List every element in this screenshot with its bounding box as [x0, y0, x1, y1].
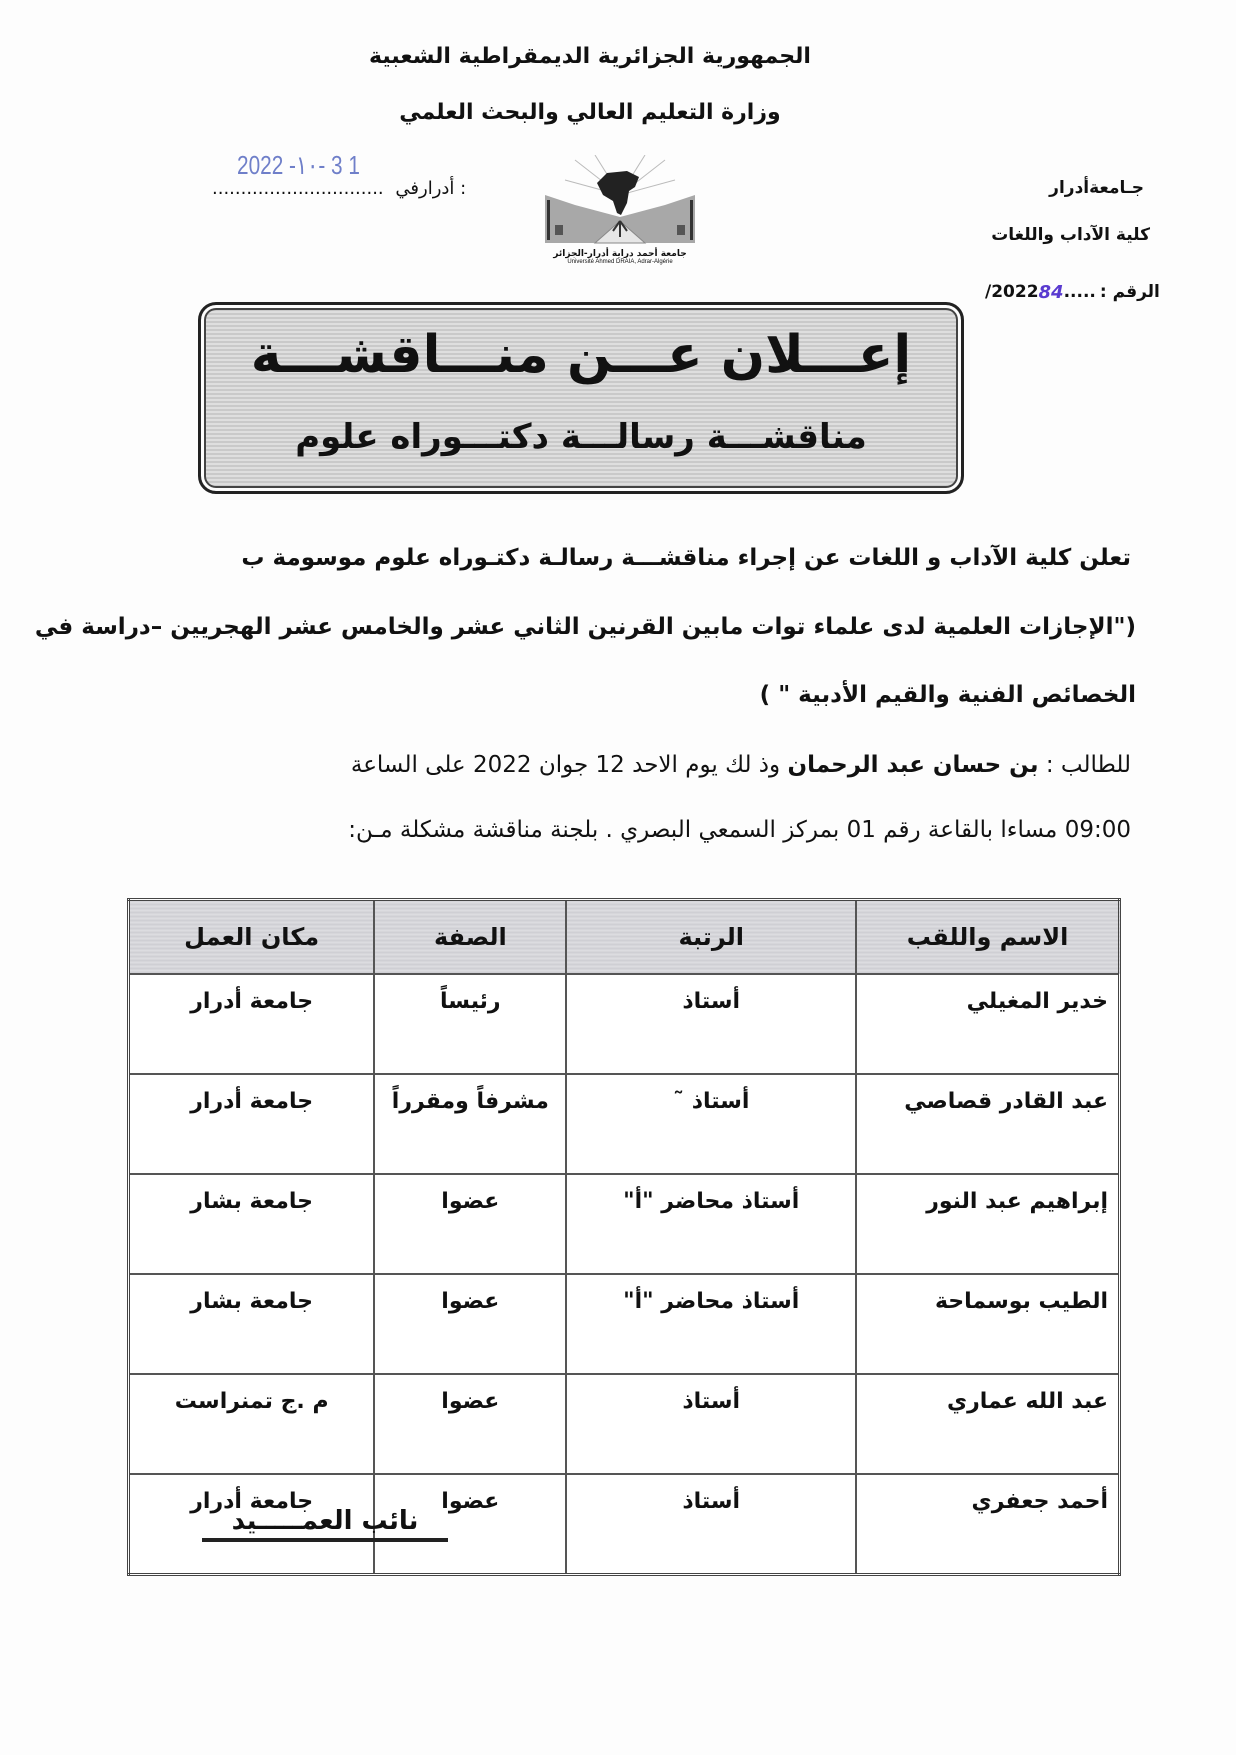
- body-line-4: [351, 752, 1131, 778]
- member-workplace: جامعة بشار: [129, 1274, 375, 1374]
- university-logo: [535, 155, 705, 275]
- member-name: خدير المغيلي: [856, 974, 1119, 1074]
- reference-number: [985, 282, 1160, 303]
- received-date-stamp: 2022 -١٠- 3 1: [237, 150, 360, 180]
- member-name: عبد القادر قصاصي: [856, 1074, 1119, 1174]
- ministry-name: وزارة التعليم العالي والبحث العلمي: [399, 100, 781, 125]
- body-line-5: 09:00 مساءا بالقاعة رقم 01 بمركز السمعي البصري . بلجنة مناقشة مشكلة مـن:: [348, 817, 1131, 843]
- table-row: [129, 1074, 1120, 1174]
- banner-title: إعـــلان عـــن منـــاقشـــة: [250, 325, 912, 385]
- member-workplace: جامعة أدرار: [129, 1474, 375, 1575]
- body-line-3-thesis-title: الخصائص الفنية والقيم الأدبية " ): [759, 682, 1136, 708]
- reference-handwritten: 84: [1038, 282, 1064, 303]
- reference-label: الرقم :: [1099, 282, 1160, 302]
- table-row: [129, 1274, 1120, 1374]
- defense-date: وذ لك يوم الاحد 12 جوان 2022 على الساعة: [350, 752, 788, 778]
- place-label: أدرارفي :: [395, 178, 467, 199]
- member-name: أحمد جعفري: [856, 1474, 1119, 1575]
- logo-text-french: Université Ahmed DRAIA, Adrar-Algérie: [567, 259, 673, 265]
- university-name: جـامعةأدرار: [1049, 178, 1144, 198]
- vice-dean-signature-title: نائب العمـــــيد: [202, 1506, 448, 1542]
- member-name: إبراهيم عبد النور: [856, 1174, 1119, 1274]
- member-rank: أستاذ ˜: [566, 1074, 856, 1174]
- member-workplace: جامعة أدرار: [129, 1074, 375, 1174]
- table-row: [129, 1174, 1120, 1274]
- banner-subtitle: مناقشـــة رسالـــة دكتـــوراه علوم: [295, 417, 867, 457]
- body-line-2-thesis-title: ("الإجازات العلمية لدى علماء توات مابين القرنين الثاني عشر والخامس عشر الهجريين –دراسة في: [34, 614, 1136, 640]
- country-name: الجمهورية الجزائرية الديمقراطية الشعبية: [369, 44, 811, 69]
- header-rank: الرتبة: [566, 900, 856, 975]
- member-role: عضوا: [374, 1174, 566, 1274]
- student-label: للطالب :: [1038, 752, 1131, 778]
- place-dots: ..............................: [212, 178, 384, 199]
- member-workplace: جامعة أدرار: [129, 974, 375, 1074]
- reference-dots: .....: [1063, 282, 1096, 302]
- header-name: الاسم واللقب: [856, 900, 1119, 975]
- place-date-line: [212, 178, 466, 199]
- member-role: رئيساً: [374, 974, 566, 1074]
- member-rank: أستاذ: [566, 1374, 856, 1474]
- table-header-row: [129, 900, 1120, 975]
- member-rank: أستاذ: [566, 1474, 856, 1575]
- student-name: بن حسان عبد الرحمان: [787, 752, 1039, 778]
- logo-text-arabic: جامعة أحمد دراية أدرار-الجزائر: [553, 249, 687, 259]
- announcement-banner: [198, 302, 964, 494]
- member-rank: أستاذ محاضر "أ": [566, 1174, 856, 1274]
- logo-emblem-icon: [535, 155, 705, 245]
- member-role: مشرفاً ومقرراً: [374, 1074, 566, 1174]
- member-rank: أستاذ محاضر "أ": [566, 1274, 856, 1374]
- body-line-1: تعلن كلية الآداب و اللغات عن إجراء مناقشـــة رسالـة دكتـوراه علوم موسومة ب: [241, 545, 1131, 571]
- table-row: [129, 1374, 1120, 1474]
- member-role: عضوا: [374, 1474, 566, 1575]
- faculty-name: كلية الآداب واللغات: [991, 225, 1150, 245]
- member-name: عبد الله عماري: [856, 1374, 1119, 1474]
- reference-year: /2022: [985, 282, 1039, 302]
- header-role: الصفة: [374, 900, 566, 975]
- member-workplace: م .ج تمنراست: [129, 1374, 375, 1474]
- member-name: الطيب بوسماحة: [856, 1274, 1119, 1374]
- member-role: عضوا: [374, 1374, 566, 1474]
- table-row: [129, 974, 1120, 1074]
- member-role: عضوا: [374, 1274, 566, 1374]
- member-workplace: جامعة بشار: [129, 1174, 375, 1274]
- header-workplace: مكان العمل: [129, 900, 375, 975]
- member-rank: أستاذ: [566, 974, 856, 1074]
- committee-table: [127, 898, 1121, 1576]
